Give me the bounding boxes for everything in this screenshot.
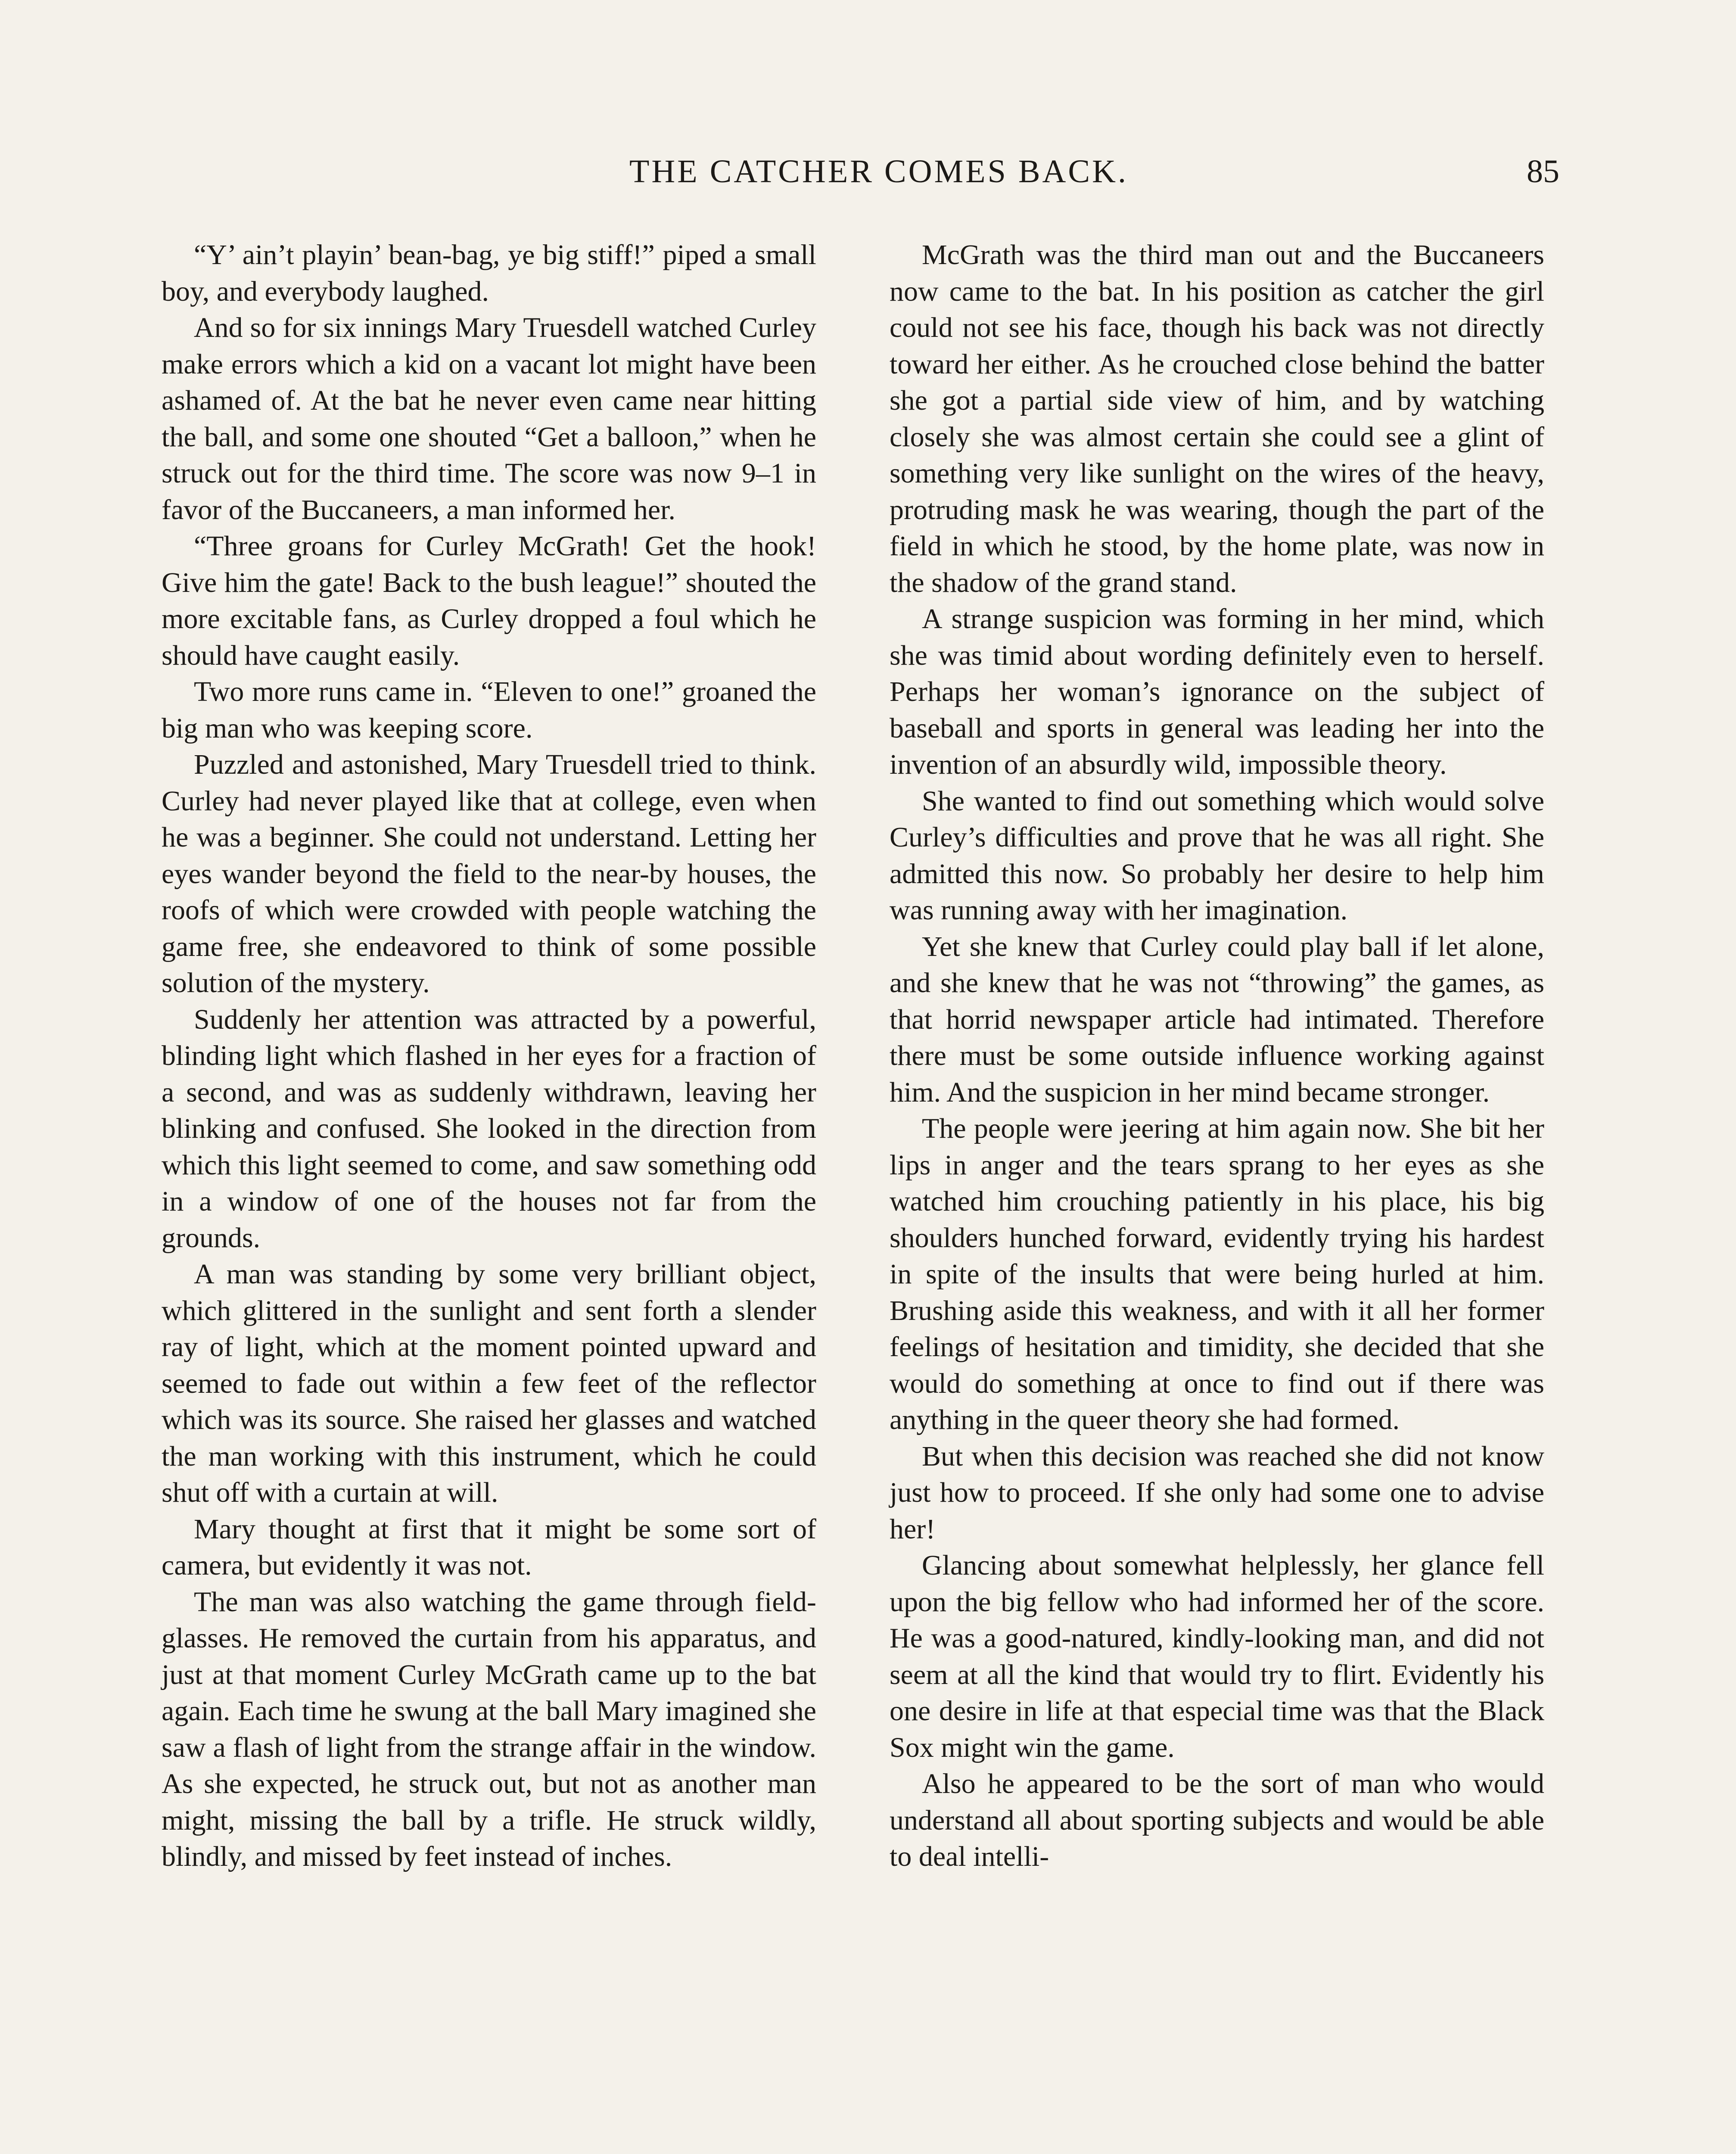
paragraph: Also he appeared to be the sort of man who would understand all about sporting subjects and would be able to deal intelli- xyxy=(890,1768,1544,1872)
paragraph: Puzzled and astonished, Mary Truesdell tried to think. Curley had never played like that at college, even when he was a beginner. She could not understand. Letting her eyes wander beyond the field to the near-by houses, the roofs of which were crowded with people watching the game free, she endeavored to think of some possible solution of the mystery. xyxy=(162,749,816,999)
paragraph: A strange suspicion was forming in her mind, which she was timid about wording definitely even to herself. Perhaps her woman’s ignorance on the subject of baseball and sports in general was leading her into the invention of an absurdly wild, impossible theory. xyxy=(890,603,1544,780)
paragraph: Glancing about somewhat helplessly, her glance fell upon the big fellow who had informed her of the score. He was a good-natured, kindly-looking man, and did not seem at all the kind that would try to flirt. Evidently his one desire in life at that especial time was that the Black Sox might win the game. xyxy=(890,1550,1544,1763)
paragraph: Two more runs came in. “Eleven to one!” groaned the big man who was keeping score. xyxy=(162,676,816,744)
paragraph: McGrath was the third man out and the Buccaneers now came to the bat. In his position as catcher the girl could not see his face, though his back was not directly toward her either. As he crouched close behind the batter she got a partial side view of him, and by watching closely she was almost certain she could see a glint of something very like sunlight on the wires of the heavy, protruding mask he was wearing, though the part of the field in which he stood, by the home plate, was now in the shadow of the grand stand. xyxy=(890,239,1544,598)
right-column xyxy=(890,237,1544,1875)
paragraph: Suddenly her attention was attracted by a powerful, blinding light which flashed in her eyes for a fraction of a second, and was as suddenly withdrawn, leaving her blinking and confused. She looked in the direction from which this light seemed to come, and saw something odd in a window of one of the houses not far from the grounds. xyxy=(162,1003,816,1254)
running-title: THE CATCHER COMES BACK. xyxy=(629,153,1128,190)
paragraph: “Y’ ain’t playin’ bean-bag, ye big stiff!” piped a small boy, and everybody laughed. xyxy=(162,239,816,307)
paragraph: And so for six innings Mary Truesdell watched Curley make errors which a kid on a vacant lot might have been ashamed of. At the bat he never even came near hitting the ball, and some one shouted “Get a balloon,” when he struck out for the third time. The score was now 9–1 in favor of the Buccaneers, a man informed her. xyxy=(162,312,816,526)
paragraph: “Three groans for Curley McGrath! Get the hook! Give him the gate! Back to the bush league!” shouted the more excitable fans, as Curley dropped a foul which he should have caught easily. xyxy=(162,530,816,671)
paragraph: Yet she knew that Curley could play ball if let alone, and she knew that he was not “throwing” the games, as that horrid newspaper article had intimated. Therefore there must be some outside influence working against him. And the suspicion in her mind became stronger. xyxy=(890,931,1544,1108)
paragraph: A man was standing by some very brilliant object, which glittered in the sunlight and sent forth a slender ray of light, which at the moment pointed upward and seemed to fade out within a few feet of the reflector which was its source. She raised her glasses and watched the man working with this instrument, which he could shut off with a curtain at will. xyxy=(162,1258,816,1508)
paragraph: The man was also watching the game through field-glasses. He removed the curtain from his apparatus, and just at that moment Curley McGrath came up to the bat again. Each time he swung at the ball Mary imagined she saw a flash of light from the strange affair in the window. As she expected, he struck out, but not as another man might, missing the ball by a trifle. He struck wildly, blindly, and missed by feet instead of inches. xyxy=(162,1586,816,1872)
paragraph: The people were jeering at him again now. She bit her lips in anger and the tears sprang to her eyes as she watched him crouching patiently in his place, his big shoulders hunched forward, evidently trying his hardest in spite of the insults that were being hurled at him. Brushing aside this weakness, and with it all her former feelings of hesitation and timidity, she decided that she would do something at once to find out if there was anything in the queer theory she had formed. xyxy=(890,1113,1544,1435)
left-column xyxy=(162,237,816,1875)
running-header xyxy=(0,153,1736,200)
paragraph: Mary thought at first that it might be some sort of camera, but evidently it was not. xyxy=(162,1513,816,1581)
page-number: 85 xyxy=(1527,153,1559,190)
paragraph: She wanted to find out something which would solve Curley’s difficulties and prove that he was all right. She admitted this now. So probably her desire to help him was running away with her imagination. xyxy=(890,785,1544,926)
paragraph: But when this decision was reached she did not know just how to proceed. If she only had some one to advise her! xyxy=(890,1440,1544,1545)
